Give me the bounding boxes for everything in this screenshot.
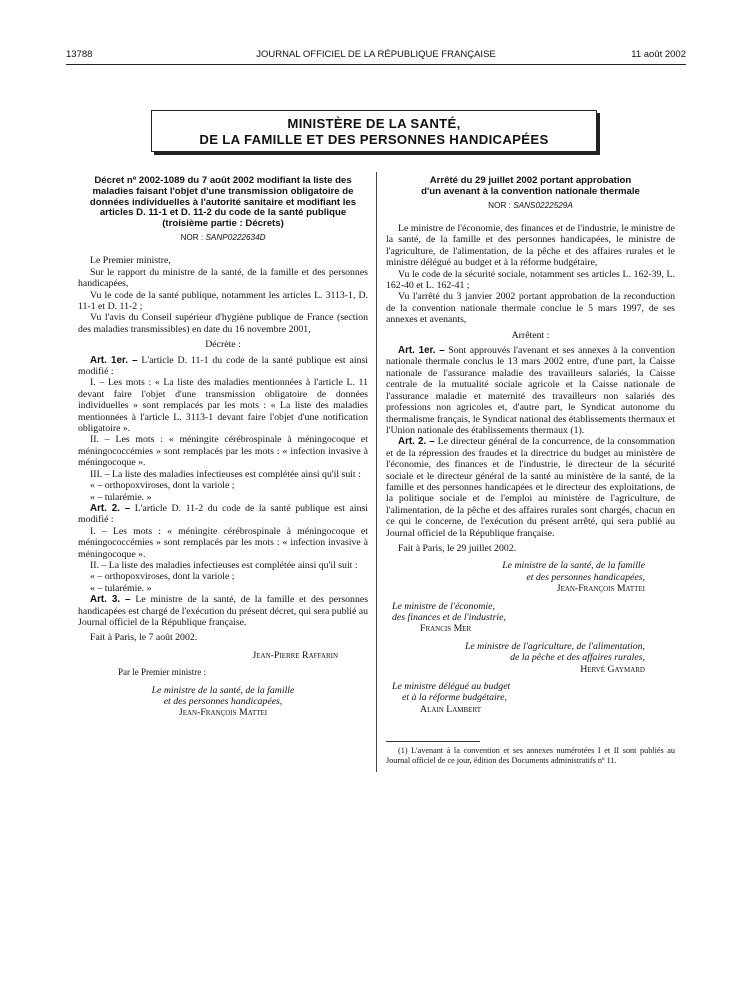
signatory-name: Hervé Gaymard (580, 663, 645, 675)
arrete-paragraph: Vu l'arrêté du 3 janvier 2002 portant approbation de la reconduction de la convention nationale thermale conclue le 5 mars 1997, de ses annexes et avenants, (386, 291, 675, 326)
ministry-heading-line2: DE LA FAMILLE ET DES PERSONNES HANDICAPÉES (199, 132, 549, 147)
signatory-title: et des personnes handicapées, (163, 696, 283, 708)
decret-article-2 (78, 503, 368, 526)
arrete-nor (386, 200, 675, 211)
page-header (66, 49, 686, 63)
signatory-title: et à la réforme budgétaire, (402, 692, 507, 704)
article-text: Le directeur général de la concurrence, de la consommation et de la répression des fraudes et la directrice du budget au ministère de l'économie, des finances et de l'industrie, le directeur de la sécurité sociale et le directeur général de la santé au ministère de la santé, de la famille et des personnes handicapées et le directeur des exploitations, de la politique sociale et de l'emploi au ministère de l'agriculture, de l'alimentation, de la pêche et des affaires rurales sont chargés, chacun en ce qui le concerne, de l'exécution du présent arrêté, qui sera publié au Journal officiel de la République française. (386, 436, 676, 539)
article-label: Art. 2. – (90, 502, 131, 514)
issue-date: 11 août 2002 (631, 49, 686, 60)
footnote-divider (386, 741, 480, 742)
arrete-nor-label: NOR : (488, 200, 511, 210)
arrete-signature-budget (386, 681, 675, 715)
arrete-title-line1: Arrêté du 29 juillet 2002 portant approbation (429, 175, 632, 186)
decret-art1-point: III. – La liste des maladies infectieuses est complétée ainsi qu'il suit : (90, 468, 361, 480)
signatory-name: Jean-Pierre Raffarin (252, 649, 338, 661)
decret-paragraph: Vu l'avis du Conseil supérieur d'hygiène publique de France (section des maladies transmissibles) en date du 16 novembre 2001, (78, 312, 368, 335)
arrete-article-2 (386, 436, 675, 539)
arrete-nor-code: SANS0222529A (513, 200, 573, 210)
decret-fait: Fait à Paris, le 7 août 2002. (90, 632, 198, 644)
article-label: Art. 1er. – (398, 345, 445, 357)
signatory-title: Le ministre de l'économie, (392, 600, 495, 612)
decret-paragraph: Sur le rapport du ministre de la santé, de la famille et des personnes handicapées, (78, 266, 368, 290)
signatory-name: Alain Lambert (420, 703, 481, 715)
signatory-name: Jean-François Mattei (556, 583, 645, 595)
arrete-paragraph: Le ministre de l'économie, des finances et de l'industrie, le ministre de la santé, de la famille et des personnes handicapées, le ministre de l'agriculture, de l'alimentation, de la pêche et des affaires rurales et le ministre délégué au budget et à la réforme budgétaire, (386, 223, 675, 269)
article-label: Art. 2. – (398, 436, 435, 448)
decret-art2-point: II. – La liste des maladies infectieuses est complétée ainsi qu'il suit : (90, 559, 358, 571)
signatory-title: et des personnes handicapées, (526, 571, 645, 583)
decret-art1-point: « – orthopoxviroses, dont la variole ; (90, 480, 235, 492)
decret-column (78, 176, 368, 725)
article-label: Art. 1er. – (90, 354, 138, 366)
article-text: Le ministre de la santé, de la famille et des personnes handicapées est chargé de l'exécution du présent décret, qui sera publié au Journal officiel de la République française. (78, 594, 369, 628)
signatory-title: Le ministre de la santé, de la famille (151, 684, 295, 696)
header-divider (66, 64, 686, 65)
arrete-article-1 (386, 345, 675, 436)
signatory-name: Francis Mer (420, 623, 472, 635)
signatory-title: Le ministre de l'agriculture, de l'alimentation, (464, 640, 645, 652)
decret-signature-pm (78, 650, 368, 661)
decret-art2-point: « – orthopoxviroses, dont la variole ; (90, 571, 235, 583)
arrete-title (386, 176, 675, 198)
arrete-signature-sante (386, 560, 675, 594)
decret-title: Décret nº 2002-1089 du 7 août 2002 modifiant la liste des maladies faisant l'objet d'une transmission obligatoire de données individuelles à l'autorité sanitaire et modifiant les articles D. 11-1 et D. 11-2 du code de la santé publique (troisième partie : Décrets) (89, 175, 357, 230)
arrete-title-line2: d'un avenant à la convention nationale thermale (421, 185, 640, 197)
decret-paragraph: Le Premier ministre, (90, 255, 171, 267)
decret-art1-point: II. – Les mots : « méningite cérébrospinale à méningocoque et méningococcémies » sont remplacés par les mots : « infection invasive à méningocoque ». (78, 434, 368, 469)
arrete-signature-economie (386, 601, 675, 635)
ministry-heading-line1: MINISTÈRE DE LA SANTÉ, (287, 116, 461, 131)
decret-art2-point: « – tularémie. » (90, 582, 152, 594)
decret-nor-code: SANP0222634D (205, 232, 266, 242)
column-divider (376, 172, 377, 772)
article-label: Art. 3. – (90, 594, 131, 606)
decrete-heading: Décrète : (205, 339, 241, 351)
page-number: 13788 (66, 49, 93, 60)
decret-nor (78, 232, 368, 243)
decret-art2-point: I. – Les mots : « méningite cérébrospinale à méningocoque et méningococcémies » sont remplacés par les mots : « infection invasive à méningocoque ». (78, 525, 368, 560)
signatory-title: Le ministre délégué au budget (392, 681, 511, 693)
par-le-premier-ministre: Par le Premier ministre : (118, 667, 206, 678)
signatory-title: de la pêche et des affaires rurales, (510, 652, 645, 664)
decret-art1-point: I. – Les mots : « La liste des maladies mentionnées à l'article L. 11 devant faire l'objet d'une transmission obligatoire de données individuelles » sont remplacés par les mots : « La liste des maladies mentionnées à l'article L. 3113-1 devant faire l'objet d'une notification obligatoire ». (78, 377, 368, 435)
decret-signature-minister (78, 685, 368, 719)
footnote: (1) L'avenant à la convention et ses annexes numérotées I et II sont publiés au Journal officiel de ce jour, édition des Documents administratifs nº 11. (386, 746, 675, 765)
decret-art1-point: « – tularémie. » (90, 491, 152, 503)
decret-article-3 (78, 594, 368, 628)
arrete-signature-agriculture (386, 641, 675, 675)
decret-paragraph: Vu le code de la santé publique, notamment les articles L. 3113-1, D. 11-1 et D. 11-2 ; (78, 289, 368, 313)
decret-nor-label: NOR : (180, 232, 204, 242)
signatory-title: Le ministre de la santé, de la famille (502, 560, 645, 572)
article-text: L'article D. 11-1 du code de la santé publique est ainsi modifié : (78, 354, 369, 378)
arrete-paragraph: Vu le code de la sécurité sociale, notamment ses articles L. 162-39, L. 162-40 et L. 162-41 ; (386, 268, 675, 292)
arrete-fait: Fait à Paris, le 29 juillet 2002. (398, 542, 517, 554)
article-text: L'article D. 11-2 du code de la santé publique est ainsi modifié : (78, 502, 369, 526)
arrete-column (386, 176, 675, 765)
journal-title: JOURNAL OFFICIEL DE LA RÉPUBLIQUE FRANÇAISE (256, 49, 496, 60)
ministry-heading-box (151, 110, 597, 152)
article-text: Sont approuvés l'avenant et ses annexes à la convention nationale thermale conclus le 13 mars 2002 entre, d'une part, la Caisse nationale de l'assurance maladie des travailleurs salariés, la Caisse centrale de la mutualité sociale agricole et la Caisse nationale de l'assurance maladie et maternité des travailleurs non salariés des professions non agricoles et, d'autre part, le Syndicat autonome du thermalisme français, le Syndicat national des établissements thermaux et l'Union nationale des établissements thermaux (1). (386, 345, 676, 436)
decret-article-1 (78, 355, 368, 378)
signatory-name: Jean-François Mattei (178, 707, 268, 719)
signatory-title: des finances et de l'industrie, (392, 612, 506, 623)
arretent-heading: Arrêtent : (511, 329, 550, 341)
